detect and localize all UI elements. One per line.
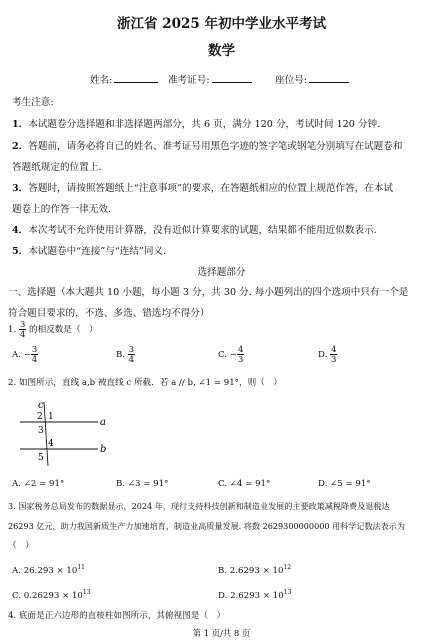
q3-option-a[interactable]: A. $26.293 \times 10^{11}$	[12, 564, 85, 576]
notice-item-1: 1．本试题卷分选择题和非选择题两部分，共 6 页，满分 120 分，考试时间 120 分钟.	[12, 119, 381, 130]
parallel-lines-figure	[20, 398, 110, 468]
q3-option-c[interactable]: C. $0.26293 \times 10^{13}$	[12, 589, 91, 601]
notice-item-3-cont: 题卷上的作答一律无效.	[12, 204, 111, 215]
seat-label: 座位号:	[275, 75, 308, 86]
label-c: c	[38, 400, 44, 411]
label-b: b	[100, 444, 107, 455]
angle-4-label: 4	[48, 439, 54, 449]
notice-item-4: 4．本次考试不允许使用计算器，没有近似计算要求的试题，结果都不能用近似数表示.	[12, 225, 377, 236]
angle-2-label: 2	[37, 412, 43, 422]
q1-option-b[interactable]: B. $\frac{3}{4}$	[116, 344, 135, 364]
name-field	[90, 72, 158, 86]
notice-item-2: 2．答题前，请务必将自己的姓名、准考证号用黑色字迹的签字笔或钢笔分别填写在试题卷和	[12, 141, 403, 152]
question-1-stem: 1. $\frac{3}{4}$ 的相反数是（ ）	[8, 319, 98, 339]
q1-option-a[interactable]: A. − $\frac{3}{4}$	[12, 344, 38, 364]
section-title: 选择题部分	[197, 267, 246, 278]
q1-stem-fraction: $\frac{3}{4}$	[19, 319, 26, 339]
question-3-line-3: （ ）	[8, 541, 34, 551]
angle-3-label: 3	[38, 426, 44, 436]
label-a: a	[100, 417, 106, 428]
name-blank	[114, 82, 158, 83]
section-intro-line-2: 符合题目要求的，不选、多选、错选均不得分）	[8, 308, 210, 319]
subject-title: 数学	[208, 43, 235, 59]
question-3-line-2: 26293 亿元，助力我国新质生产力加速培育，制造业高质量发展. 将数 2629300000000 用科学记数法表示为	[8, 521, 405, 531]
q3-option-d[interactable]: D. $2.6293 \times 10^{13}$	[218, 589, 292, 601]
notice-heading: 考生注意:	[12, 97, 54, 108]
id-field	[168, 72, 252, 86]
page-footer: 第 1 页/共 8 页	[192, 628, 251, 638]
notice-item-2-cont: 答题纸规定的位置上.	[12, 162, 102, 173]
q2-option-c[interactable]: C. ∠4 = 91°	[218, 479, 271, 489]
q2-option-b[interactable]: B. ∠3 = 91°	[116, 479, 169, 489]
question-4-stem: 4. 底面是正六边形的直棱柱如图所示，其俯视图是（ ）	[8, 611, 226, 621]
seat-blank	[309, 82, 349, 83]
angle-5-label: 5	[38, 453, 44, 463]
question-3-line-1: 3. 国家税务总局发布的数据显示，2024 年，现行支持科技创新和制造业发展的主要政策减税降费及退税达	[8, 501, 390, 511]
name-label: 姓名:	[90, 75, 113, 86]
q2-option-d[interactable]: D. ∠5 = 91°	[318, 479, 371, 489]
seat-field	[275, 72, 349, 86]
q3-option-b[interactable]: B. $2.6293 \times 10^{12}$	[218, 564, 292, 576]
notice-item-5: 5．本试题卷中“连接”与“连结”同义.	[12, 246, 167, 257]
q1-option-c[interactable]: C. − $\frac{4}{3}$	[218, 344, 244, 364]
section-intro-line-1: 一、选择题（本大题共 10 小题，每小题 3 分，共 30 分. 每小题列出的四个选项中只有一个是	[8, 287, 409, 298]
angle-1-label: 1	[48, 412, 54, 422]
notice-item-3: 3．答题时，请按照答题纸上“注意事项”的要求，在答题纸相应的位置上规范作答，在本试	[12, 183, 394, 194]
question-2-stem: 2. 如图所示，直线 a,b 被直线 c 所截．若 a // b, ∠1 = 91°，则（ ）	[8, 378, 282, 388]
id-label: 准考证号:	[168, 75, 210, 86]
id-blank	[212, 82, 252, 83]
exam-title: 浙江省 2025 年初中学业水平考试	[117, 16, 326, 32]
q2-option-a[interactable]: A. ∠2 = 91°	[12, 479, 65, 489]
q1-option-d[interactable]: D. $\frac{4}{3}$	[318, 344, 337, 364]
